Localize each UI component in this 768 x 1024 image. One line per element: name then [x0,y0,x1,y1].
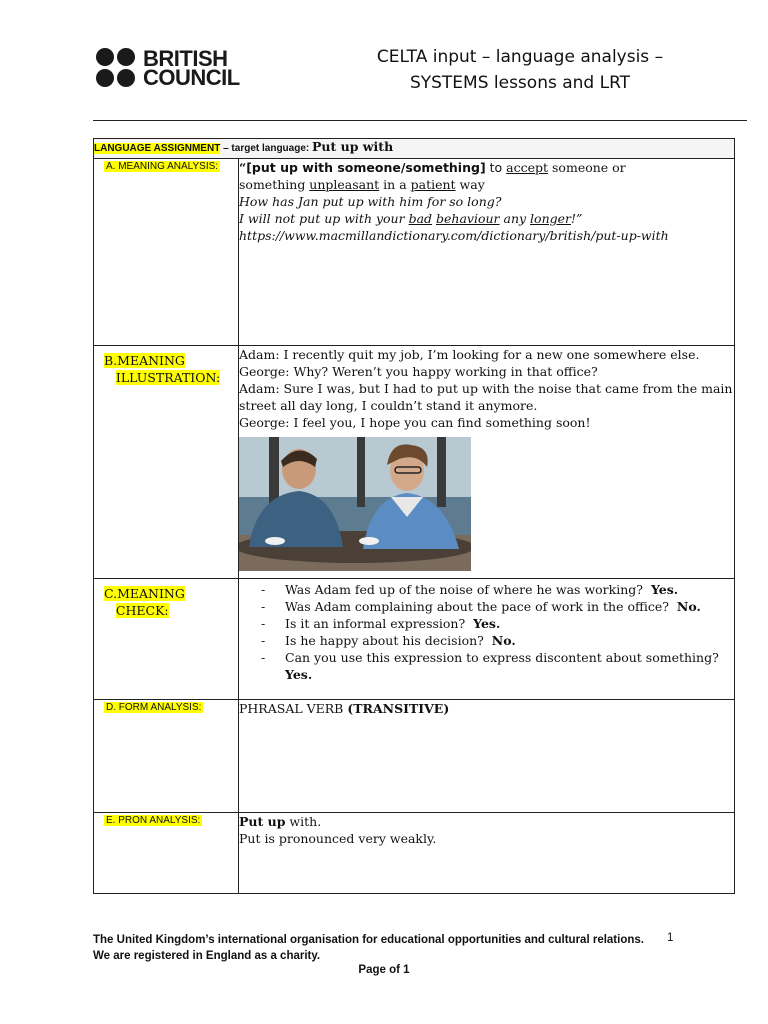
target-language: Put up with [312,139,394,154]
source-url: https://www.macmillandictionary.com/dictionary/british/put-up-with [239,228,669,243]
document-title: CELTA input – language analysis – SYSTEMS lessons and LRT [376,47,664,93]
form-analysis-label: D. FORM ANALYSIS: [106,702,202,713]
page-of-label: Page of 1 [358,964,410,976]
dialogue-line: Adam: I recently quit my job, I’m looking for a new one somewhere else. [239,347,700,362]
check-question: - Is it an informal expression? Yes. [261,615,734,632]
meaning-analysis-row [94,159,735,346]
check-question: - Was Adam complaining about the pace of work in the office? No. [261,598,734,615]
check-question: - Can you use this expression to express discontent about something? Yes. [261,649,734,683]
form-analysis-row [94,700,735,813]
dialogue-line: George: Why? Weren’t you happy working in that office? [239,364,598,379]
example-1: How has Jan put up with him for so long? [239,194,502,209]
concept-check-list [239,581,734,683]
meaning-check-content [239,579,735,700]
pron-analysis-label: E. PRON ANALYSIS: [106,815,201,826]
meaning-illustration-content [239,346,735,579]
dialogue-line: Adam: Sure I was, but I had to put up with the noise that came from the main street all day long, I couldn’t stand it anymore. [239,381,733,413]
footer-organisation-text: The United Kingdom’s international organisation for educational opportunities and cultural relations. We are registered in England as a charity. [93,934,644,962]
check-question: - Is he happy about his decision? No. [261,632,734,649]
meaning-check-label: C.MEANING CHECK: [104,586,185,618]
assignment-row [94,139,735,159]
cafe-conversation-photo [239,437,471,571]
two-men-talking-image [239,437,471,571]
logo-dots-icon [96,48,135,87]
check-question: - Was Adam fed up of the noise of where he was working? Yes. [261,581,734,598]
british-council-logo [96,45,240,90]
language-analysis-table [93,138,735,894]
meaning-analysis-label: A. MEANING ANALYSIS: [106,161,219,172]
assignment-label: LANGUAGE ASSIGNMENT [94,143,221,154]
meaning-check-row [94,579,735,700]
logo-text: BRITISH COUNCIL [143,45,240,90]
meaning-analysis-content: “[put up with someone/something] to accept someone or something unpleasant in a patient way How has Jan put up with him for so long? I will not put up with your bad behaviour any longer!” https://www.macmillandictionary.com/dictionary/british/put-up-with [239,159,735,346]
meaning-illustration-row [94,346,735,579]
footer-page-number: 1 [667,932,674,944]
header-divider [93,120,747,121]
target-prefix: – target language: [220,143,312,154]
definition-head: [put up with someone/something] [246,160,486,175]
form-analysis-content: PHRASAL VERB (TRANSITIVE) [239,700,735,813]
pron-analysis-content: Put up with. Put is pronounced very weakly. [239,813,735,894]
example-2: I will not put up with your bad behaviour any longer!” [239,211,583,226]
meaning-illustration-label: B.MEANING ILLUSTRATION: [104,353,221,385]
dialogue-line: George: I feel you, I hope you can find something soon! [239,415,591,430]
pron-analysis-row [94,813,735,894]
